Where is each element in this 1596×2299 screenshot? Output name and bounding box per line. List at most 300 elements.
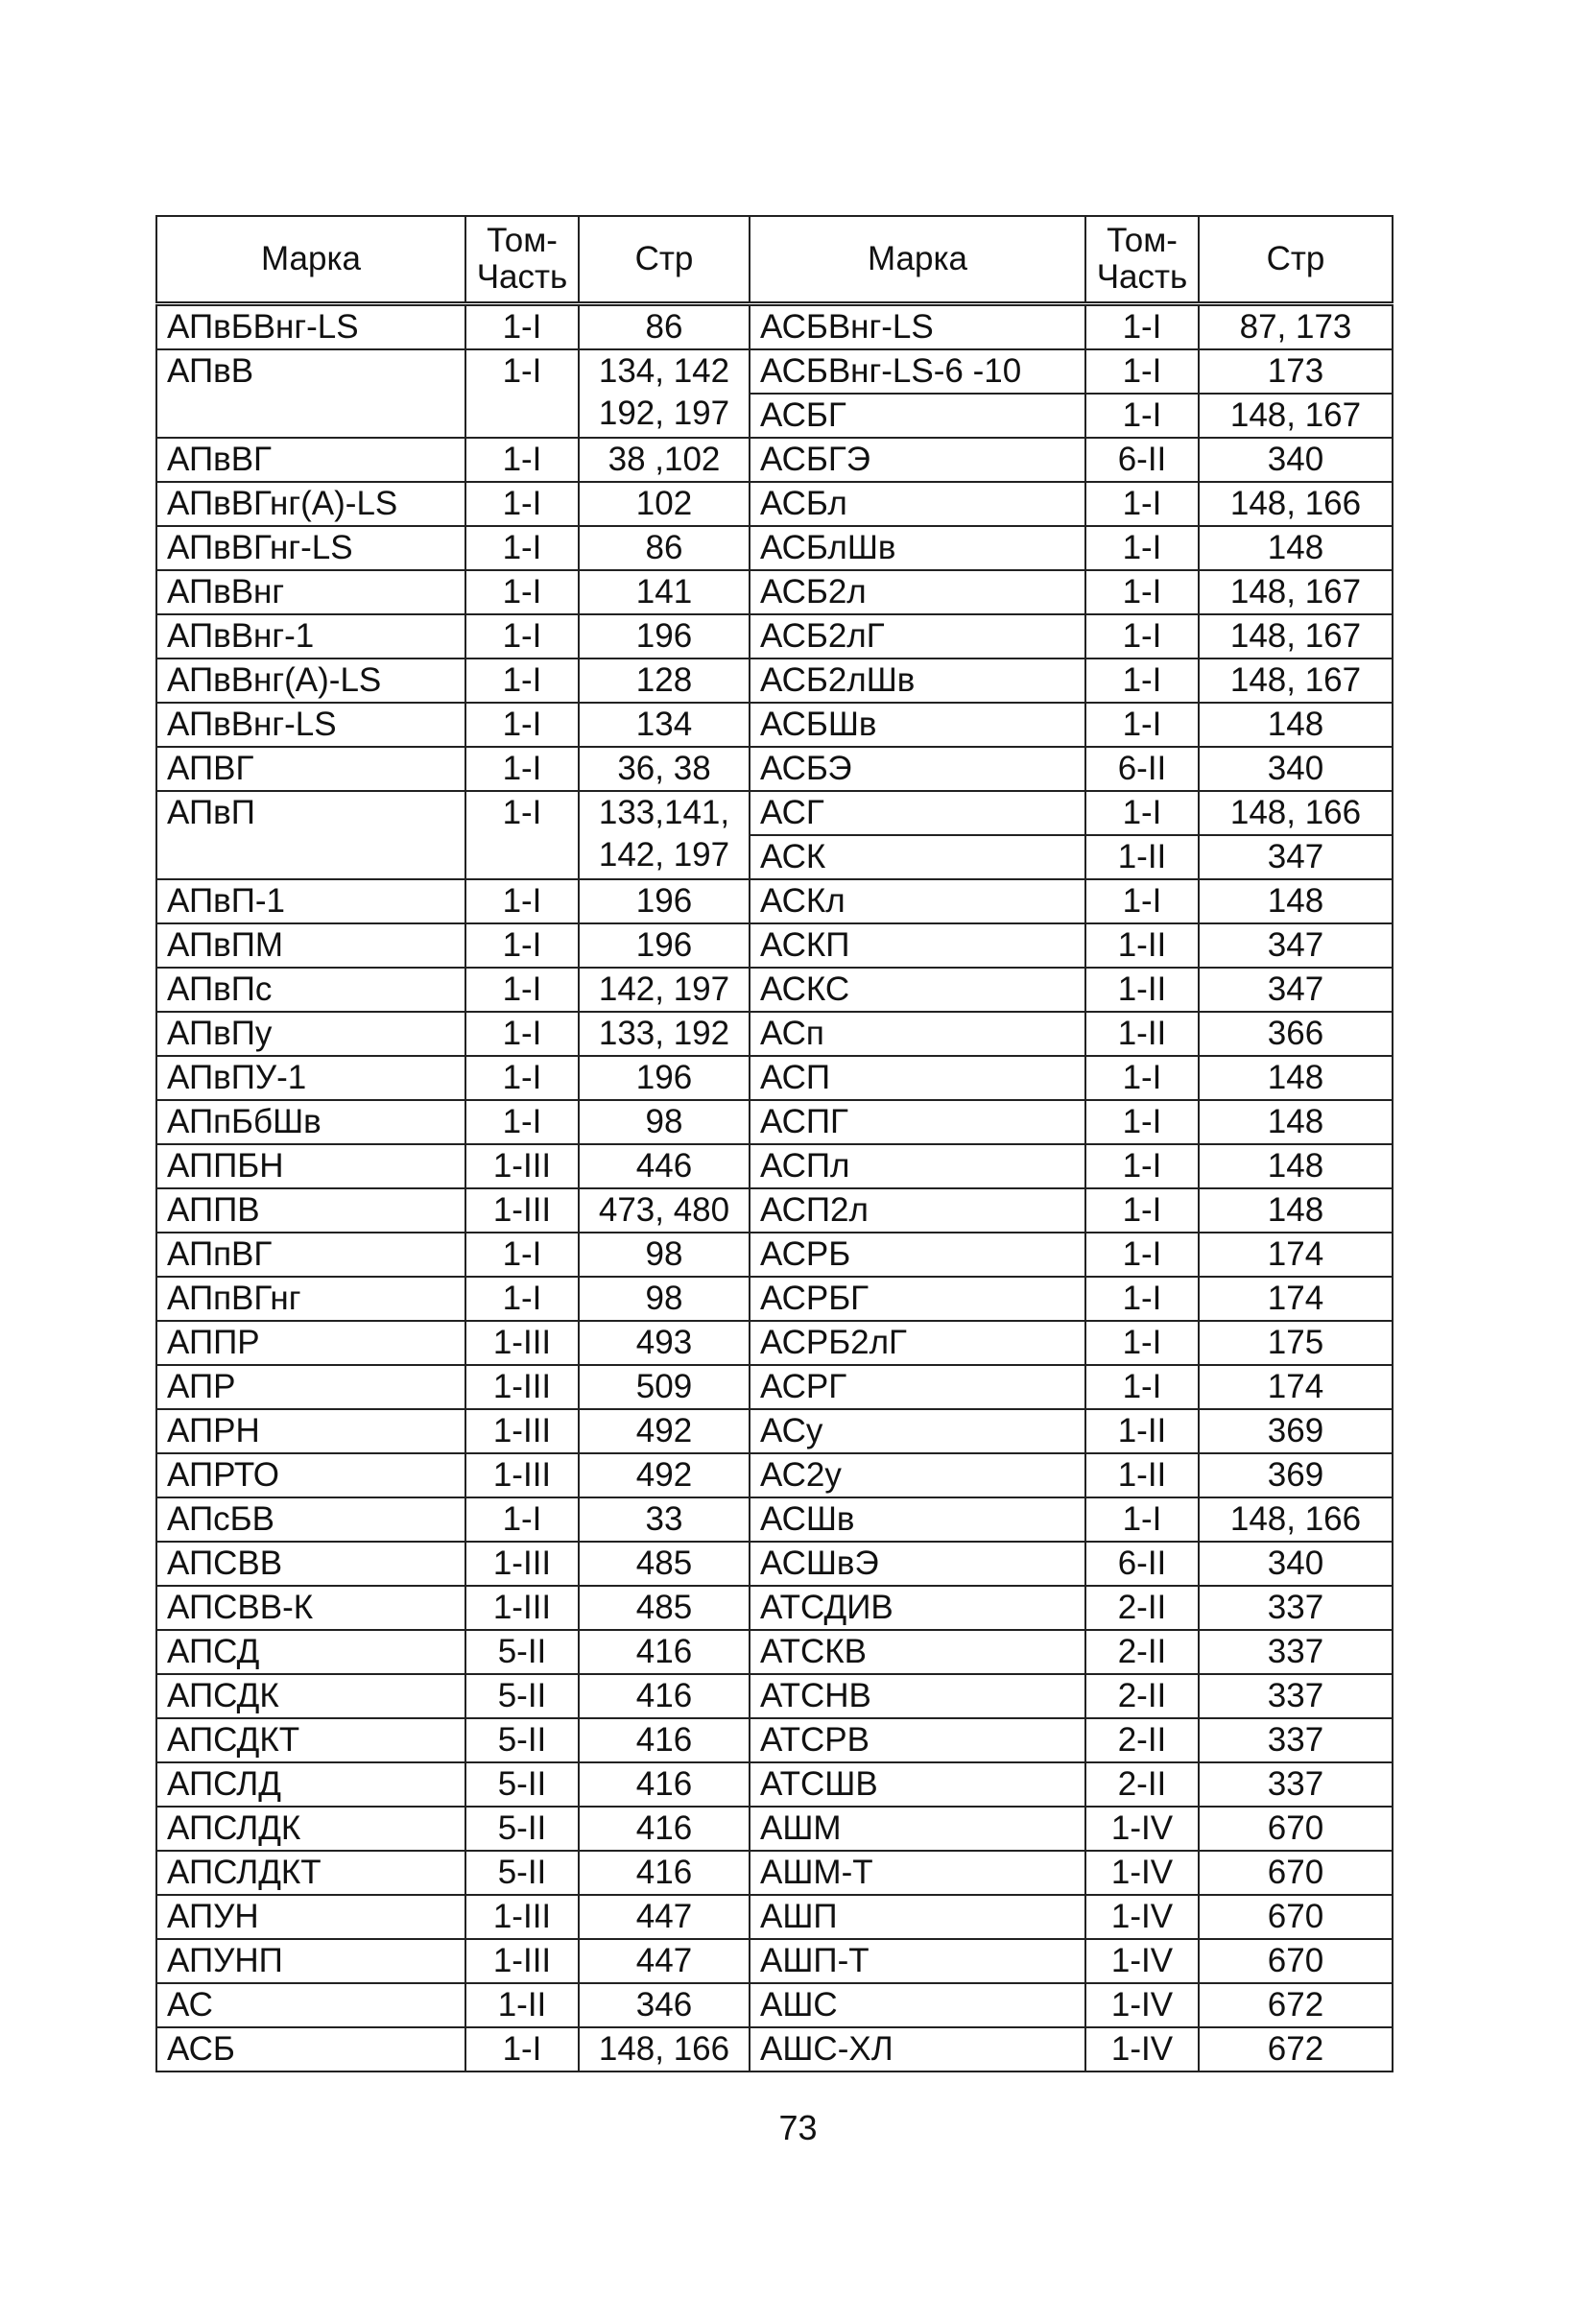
right-mark: АСРБГ [750, 1277, 1085, 1321]
page-ref: 36, 38 [617, 750, 711, 787]
left-pages [579, 1056, 750, 1100]
left-pages [579, 1895, 750, 1939]
left-volume: 1-I [465, 438, 579, 482]
left-mark: АПвВнг-LS [156, 703, 465, 747]
right-mark: АСБ2лГ [750, 614, 1085, 659]
right-volume: 1-IV [1085, 1983, 1199, 2027]
left-volume: 1-I [465, 703, 579, 747]
right-mark: АТСНВ [750, 1674, 1085, 1718]
right-pages [1199, 1586, 1393, 1630]
left-pages [579, 1188, 750, 1233]
left-volume: 1-I [465, 968, 579, 1012]
right-volume: 1-II [1085, 835, 1199, 879]
cable-index-table [155, 215, 1394, 2072]
right-mark: АСКС [750, 968, 1085, 1012]
right-pages [1199, 1851, 1393, 1895]
left-volume: 1-III [465, 1586, 579, 1630]
page-ref: 473, 480 [598, 1191, 730, 1229]
left-volume: 1-I [465, 304, 579, 350]
page-ref: 142, 197 [598, 970, 730, 1008]
table-row [156, 1233, 1393, 1277]
left-mark: АПР [156, 1365, 465, 1409]
right-volume: 1-IV [1085, 2027, 1199, 2071]
left-pages [579, 1630, 750, 1674]
left-mark: АППР [156, 1321, 465, 1365]
left-pages [579, 570, 750, 614]
right-volume: 1-I [1085, 1056, 1199, 1100]
page-ref: 148, 167 [1229, 396, 1362, 434]
right-pages [1199, 2027, 1393, 2071]
left-volume: 5-II [465, 1630, 579, 1674]
table-row [156, 1277, 1393, 1321]
left-mark: АПРН [156, 1409, 465, 1453]
page-ref: 133,141, [598, 794, 730, 831]
right-mark: АТСДИВ [750, 1586, 1085, 1630]
left-volume: 1-I [465, 659, 579, 703]
page-ref: 670 [1267, 1942, 1324, 1979]
right-pages [1199, 879, 1393, 923]
page-ref: 447 [635, 1898, 693, 1935]
left-mark: АПпВГнг [156, 1277, 465, 1321]
right-pages [1199, 968, 1393, 1012]
left-volume: 1-III [465, 1939, 579, 1983]
page-ref: 142, 197 [598, 836, 730, 874]
page-ref: 347 [1267, 926, 1324, 964]
left-pages [579, 1586, 750, 1630]
right-mark: АСБГЭ [750, 438, 1085, 482]
header-volume-right [1085, 216, 1199, 304]
right-mark: АСБВнг-LS [750, 304, 1085, 350]
table-row [156, 1939, 1393, 1983]
left-volume: 1-III [465, 1144, 579, 1188]
page-ref: 134 [635, 706, 693, 743]
left-pages [579, 1453, 750, 1497]
right-mark: АСШв [750, 1497, 1085, 1542]
right-volume: 6-II [1085, 438, 1199, 482]
page-ref: 416 [635, 1765, 693, 1803]
right-mark: АСБ2л [750, 570, 1085, 614]
left-volume: 1-I [465, 1056, 579, 1100]
table-row [156, 1807, 1393, 1851]
left-volume: 1-I [465, 1277, 579, 1321]
right-volume: 1-II [1085, 1453, 1199, 1497]
header-volume-line2: Часть [476, 258, 568, 296]
left-mark: АПпВГ [156, 1233, 465, 1277]
right-volume: 1-I [1085, 879, 1199, 923]
left-mark: АС [156, 1983, 465, 2027]
right-pages [1199, 1895, 1393, 1939]
page-ref: 196 [635, 617, 693, 655]
table-row [156, 1718, 1393, 1762]
table-row [156, 1895, 1393, 1939]
page-ref: 174 [1267, 1368, 1324, 1405]
page-ref: 86 [645, 529, 683, 566]
right-mark: АСГ [750, 791, 1085, 835]
left-mark: АПвПМ [156, 923, 465, 968]
right-mark: АСБл [750, 482, 1085, 526]
left-volume: 1-I [465, 614, 579, 659]
left-pages [579, 1277, 750, 1321]
table-header [156, 216, 1393, 304]
right-pages [1199, 747, 1393, 791]
right-volume: 2-II [1085, 1586, 1199, 1630]
page-ref: 174 [1267, 1235, 1324, 1273]
page-ref: 148, 166 [1229, 1500, 1362, 1538]
right-volume: 2-II [1085, 1674, 1199, 1718]
right-pages [1199, 304, 1393, 350]
page-ref: 347 [1267, 838, 1324, 875]
left-pages [579, 1762, 750, 1807]
page-ref: 446 [635, 1147, 693, 1185]
page-ref: 33 [645, 1500, 683, 1538]
table-row [156, 1630, 1393, 1674]
table-row [156, 1542, 1393, 1586]
right-pages [1199, 1542, 1393, 1586]
right-pages [1199, 614, 1393, 659]
left-pages [579, 923, 750, 968]
right-volume: 1-IV [1085, 1807, 1199, 1851]
page-ref: 670 [1267, 1898, 1324, 1935]
right-mark: АСп [750, 1012, 1085, 1056]
right-volume: 1-I [1085, 482, 1199, 526]
table-row [156, 1100, 1393, 1144]
left-volume: 1-III [465, 1188, 579, 1233]
left-volume: 1-I [465, 791, 579, 879]
page-ref: 416 [635, 1677, 693, 1714]
table-body [156, 304, 1393, 2072]
left-mark: АПвВГнг-LS [156, 526, 465, 570]
right-pages [1199, 791, 1393, 835]
page-ref: 416 [635, 1809, 693, 1847]
table-row [156, 1983, 1393, 2027]
left-volume: 1-I [465, 747, 579, 791]
table-row [156, 1365, 1393, 1409]
left-mark: АПвВГнг(А)-LS [156, 482, 465, 526]
right-mark: АШМ [750, 1807, 1085, 1851]
page-number: 73 [778, 2108, 818, 2147]
right-volume: 1-II [1085, 1012, 1199, 1056]
left-volume: 1-III [465, 1321, 579, 1365]
page-ref: 492 [635, 1412, 693, 1449]
header-mark-left: Марка [156, 216, 465, 304]
left-pages [579, 1100, 750, 1144]
page-ref: 672 [1267, 1986, 1324, 2024]
left-volume: 1-I [465, 2027, 579, 2071]
header-volume-line1: Том- [487, 222, 558, 259]
left-mark: АПСЛДКТ [156, 1851, 465, 1895]
table-row [156, 923, 1393, 968]
left-pages [579, 438, 750, 482]
table-row [156, 791, 1393, 835]
table-row [156, 304, 1393, 350]
page-ref: 196 [635, 882, 693, 920]
page-ref: 148 [1267, 1059, 1324, 1096]
page-ref: 670 [1267, 1854, 1324, 1891]
left-volume: 1-I [465, 1497, 579, 1542]
left-mark: АПСВВ [156, 1542, 465, 1586]
table-row [156, 1453, 1393, 1497]
left-mark: АППВ [156, 1188, 465, 1233]
right-volume: 1-I [1085, 1365, 1199, 1409]
left-mark: АПвПУ-1 [156, 1056, 465, 1100]
left-mark: АПСЛД [156, 1762, 465, 1807]
left-mark: АПВГ [156, 747, 465, 791]
left-pages [579, 1233, 750, 1277]
page-ref: 148, 166 [598, 2030, 730, 2068]
table-row [156, 614, 1393, 659]
left-volume: 5-II [465, 1851, 579, 1895]
page-ref: 148 [1267, 1103, 1324, 1140]
left-pages [579, 1939, 750, 1983]
header-volume-line1: Том- [1107, 222, 1178, 259]
left-volume: 1-III [465, 1365, 579, 1409]
left-volume: 1-I [465, 879, 579, 923]
table-row [156, 659, 1393, 703]
right-volume: 1-I [1085, 1144, 1199, 1188]
page-ref: 148 [1267, 882, 1324, 920]
right-pages [1199, 570, 1393, 614]
left-mark: АПвПу [156, 1012, 465, 1056]
page-ref: 148, 167 [1229, 573, 1362, 611]
left-pages [579, 614, 750, 659]
left-mark: АПвВ [156, 349, 465, 438]
page-ref: 148 [1267, 706, 1324, 743]
page-ref: 340 [1267, 1545, 1324, 1582]
page-ref: 369 [1267, 1456, 1324, 1494]
right-volume: 2-II [1085, 1762, 1199, 1807]
page-ref: 509 [635, 1368, 693, 1405]
page-ref: 485 [635, 1589, 693, 1626]
right-pages [1199, 1233, 1393, 1277]
table-row [156, 879, 1393, 923]
page-ref: 134, 142 [598, 352, 730, 390]
left-mark: АПпБбШв [156, 1100, 465, 1144]
page-ref: 128 [635, 661, 693, 699]
right-pages [1199, 1409, 1393, 1453]
left-volume: 1-I [465, 1100, 579, 1144]
left-volume: 5-II [465, 1674, 579, 1718]
page-ref: 141 [635, 573, 693, 611]
right-pages [1199, 1939, 1393, 1983]
page-ref: 38 ,102 [607, 441, 721, 478]
page-ref: 337 [1267, 1765, 1324, 1803]
left-volume: 1-I [465, 526, 579, 570]
left-volume: 1-III [465, 1542, 579, 1586]
right-volume: 2-II [1085, 1718, 1199, 1762]
right-mark: АСШвЭ [750, 1542, 1085, 1586]
page-ref: 672 [1267, 2030, 1324, 2068]
left-pages [579, 526, 750, 570]
left-mark: АПвВГ [156, 438, 465, 482]
page-ref: 86 [645, 308, 683, 346]
right-pages [1199, 438, 1393, 482]
right-volume: 6-II [1085, 1542, 1199, 1586]
page-ref: 493 [635, 1324, 693, 1361]
header-page-right: Стр [1199, 216, 1393, 304]
right-mark: АСП [750, 1056, 1085, 1100]
page-ref: 485 [635, 1545, 693, 1582]
left-mark: АПвВнг [156, 570, 465, 614]
right-volume: 1-I [1085, 570, 1199, 614]
right-volume: 1-IV [1085, 1851, 1199, 1895]
right-volume: 1-I [1085, 791, 1199, 835]
right-volume: 1-II [1085, 923, 1199, 968]
right-pages [1199, 1630, 1393, 1674]
left-mark: АПвВнг-1 [156, 614, 465, 659]
right-pages [1199, 1983, 1393, 2027]
right-volume: 1-I [1085, 394, 1199, 438]
page-ref: 366 [1267, 1015, 1324, 1052]
left-pages [579, 879, 750, 923]
table-row [156, 968, 1393, 1012]
right-mark: АСПГ [750, 1100, 1085, 1144]
right-mark: АСПл [750, 1144, 1085, 1188]
left-volume: 1-III [465, 1895, 579, 1939]
page-ref: 148 [1267, 1147, 1324, 1185]
left-volume: 5-II [465, 1718, 579, 1762]
page-ref: 175 [1267, 1324, 1324, 1361]
right-volume: 1-I [1085, 1100, 1199, 1144]
right-pages [1199, 482, 1393, 526]
left-mark: АПСДКТ [156, 1718, 465, 1762]
right-pages [1199, 923, 1393, 968]
page-ref: 98 [645, 1235, 683, 1273]
right-mark: АТСКВ [750, 1630, 1085, 1674]
left-pages [579, 791, 750, 879]
right-pages [1199, 1762, 1393, 1807]
right-pages [1199, 1365, 1393, 1409]
page-ref: 369 [1267, 1412, 1324, 1449]
page-ref: 173 [1267, 352, 1324, 390]
right-mark: АСБлШв [750, 526, 1085, 570]
left-pages [579, 482, 750, 526]
page-ref: 416 [635, 1721, 693, 1759]
left-pages [579, 304, 750, 350]
right-volume: 1-I [1085, 526, 1199, 570]
table-row [156, 1586, 1393, 1630]
table-row [156, 1409, 1393, 1453]
right-mark: АШС [750, 1983, 1085, 2027]
left-pages [579, 1012, 750, 1056]
right-mark: АСКл [750, 879, 1085, 923]
right-mark: АСРГ [750, 1365, 1085, 1409]
header-volume-left [465, 216, 579, 304]
right-volume: 1-I [1085, 1497, 1199, 1542]
right-mark: АШП-Т [750, 1939, 1085, 1983]
right-mark: АШП [750, 1895, 1085, 1939]
right-volume: 1-I [1085, 703, 1199, 747]
left-volume: 1-I [465, 923, 579, 968]
page-ref: 148, 167 [1229, 661, 1362, 699]
page-ref: 670 [1267, 1809, 1324, 1847]
page-ref: 148, 166 [1229, 485, 1362, 522]
left-mark: АППБН [156, 1144, 465, 1188]
right-volume: 1-I [1085, 349, 1199, 394]
right-volume: 1-I [1085, 304, 1199, 350]
page-ref: 196 [635, 1059, 693, 1096]
page-ref: 148, 166 [1229, 794, 1362, 831]
page-ref: 492 [635, 1456, 693, 1494]
right-pages [1199, 1674, 1393, 1718]
page-ref: 447 [635, 1942, 693, 1979]
left-pages [579, 1365, 750, 1409]
left-volume: 1-I [465, 482, 579, 526]
table-row [156, 1188, 1393, 1233]
right-volume: 1-I [1085, 1277, 1199, 1321]
left-mark: АПСВВ-К [156, 1586, 465, 1630]
right-volume: 1-II [1085, 968, 1199, 1012]
table-row [156, 1012, 1393, 1056]
right-volume: 1-IV [1085, 1895, 1199, 1939]
right-volume: 1-I [1085, 614, 1199, 659]
table-row [156, 2027, 1393, 2071]
left-mark: АПСЛДК [156, 1807, 465, 1851]
right-mark: АШМ-Т [750, 1851, 1085, 1895]
page-ref: 98 [645, 1280, 683, 1317]
right-volume: 1-I [1085, 659, 1199, 703]
table-row [156, 1056, 1393, 1100]
right-pages [1199, 1453, 1393, 1497]
right-volume: 6-II [1085, 747, 1199, 791]
right-volume: 1-IV [1085, 1939, 1199, 1983]
left-mark: АПвП-1 [156, 879, 465, 923]
table-row [156, 1144, 1393, 1188]
left-pages [579, 1718, 750, 1762]
left-pages [579, 1497, 750, 1542]
right-pages [1199, 1321, 1393, 1365]
right-volume: 1-I [1085, 1188, 1199, 1233]
right-pages [1199, 1100, 1393, 1144]
table-row [156, 747, 1393, 791]
page-ref: 148, 167 [1229, 617, 1362, 655]
left-volume: 5-II [465, 1762, 579, 1807]
left-pages [579, 703, 750, 747]
table-row [156, 526, 1393, 570]
page-ref: 347 [1267, 970, 1324, 1008]
table-row [156, 438, 1393, 482]
page-ref: 174 [1267, 1280, 1324, 1317]
left-mark: АПвВнг(А)-LS [156, 659, 465, 703]
left-mark: АПвПс [156, 968, 465, 1012]
right-pages [1199, 1277, 1393, 1321]
left-mark: АПвП [156, 791, 465, 879]
right-pages [1199, 394, 1393, 438]
right-mark: АСБГ [750, 394, 1085, 438]
header-mark-right: Марка [750, 216, 1085, 304]
left-volume: 1-II [465, 1983, 579, 2027]
page-ref: 98 [645, 1103, 683, 1140]
right-mark: АСП2л [750, 1188, 1085, 1233]
page-ref: 337 [1267, 1721, 1324, 1759]
left-pages [579, 349, 750, 438]
index-sheet [155, 215, 1392, 2072]
left-volume: 1-I [465, 1012, 579, 1056]
right-volume: 1-I [1085, 1233, 1199, 1277]
right-pages [1199, 349, 1393, 394]
left-pages [579, 1807, 750, 1851]
right-pages [1199, 659, 1393, 703]
right-mark: АСКП [750, 923, 1085, 968]
left-pages [579, 2027, 750, 2071]
page-ref: 148 [1267, 1191, 1324, 1229]
right-pages [1199, 1807, 1393, 1851]
page-ref: 337 [1267, 1589, 1324, 1626]
left-pages [579, 1321, 750, 1365]
page-ref: 346 [635, 1986, 693, 2024]
page-ref: 340 [1267, 441, 1324, 478]
left-volume: 1-III [465, 1453, 579, 1497]
table-row [156, 703, 1393, 747]
